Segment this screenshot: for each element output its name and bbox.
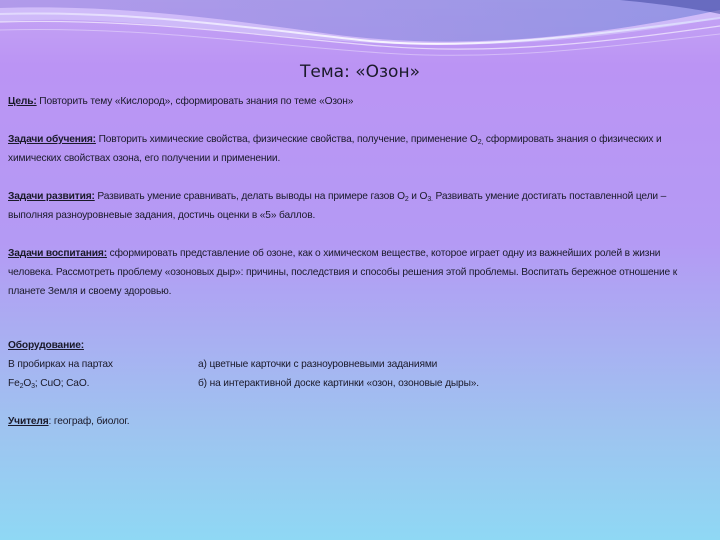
equipment-row-2 — [8, 374, 708, 393]
slide-content — [8, 92, 708, 431]
formula-fe: Fe — [8, 378, 20, 389]
learning-tasks-text-2: сформировать знания о физических и химических свойствах озона, его получении и применении. — [8, 134, 662, 164]
equipment-row-2-left — [8, 374, 198, 393]
development-tasks-text-2: и О — [408, 191, 428, 202]
development-tasks-sub-1: 2 — [404, 196, 409, 203]
formula-sub-1: 2 — [19, 383, 24, 390]
upbringing-tasks-text: сформировать представление об озоне, как о химическом веществе, которое играет одну из важнейших ролей в жизни человека. Рассмотреть проблему «озоновых дыр»: причины, последствия и способы решения этой проблемы. Воспитать бережное отношение к планете Земля и своему здоровью. — [8, 248, 678, 297]
goal-text: Повторить тему «Кислород», сформировать знания по теме «Озон» — [36, 96, 354, 107]
upbringing-tasks-label: Задачи воспитания: — [8, 248, 107, 259]
formula-rest: ; CuO; CaO. — [34, 378, 90, 389]
equipment-row-1-right: а) цветные карточки с разноуровневыми заданиями — [198, 359, 438, 370]
development-tasks-label: Задачи развития: — [8, 191, 95, 202]
development-tasks-text-1: Развивать умение сравнивать, делать выводы на примере газов О — [94, 191, 405, 202]
equipment-row-1-left: В пробирках на партах — [8, 359, 113, 370]
equipment-label: Оборудование: — [8, 340, 84, 351]
learning-tasks-text-1: Повторить химические свойства, физические свойства, получение, применение О — [95, 134, 478, 145]
equipment-heading — [8, 336, 708, 355]
goal-label: Цель: — [8, 96, 37, 107]
teachers-label: Учителя — [8, 416, 49, 427]
development-tasks-text-3: Развивать умение достигать поставленной цели – выполняя разноуровневые задания, достичь оценки в «5» баллов. — [8, 191, 667, 221]
equipment-row-1 — [8, 355, 708, 374]
upbringing-tasks-paragraph — [8, 244, 708, 301]
equipment-row-2-right: б) на интерактивной доске картинки «озон, озоновые дыры». — [198, 378, 479, 389]
learning-tasks-paragraph — [8, 130, 708, 168]
teachers-paragraph — [8, 412, 708, 431]
teachers-text: : географ, биолог. — [48, 416, 130, 427]
formula-sub-2: 3 — [31, 383, 35, 390]
development-tasks-paragraph — [8, 187, 708, 225]
goal-paragraph — [8, 92, 708, 111]
slide-title: Тема: «Озон» — [300, 62, 420, 82]
learning-tasks-sub-1: 2, — [477, 139, 484, 146]
formula-o: O — [23, 378, 32, 389]
learning-tasks-label: Задачи обучения: — [8, 134, 96, 145]
development-tasks-sub-2: 3. — [427, 196, 433, 203]
